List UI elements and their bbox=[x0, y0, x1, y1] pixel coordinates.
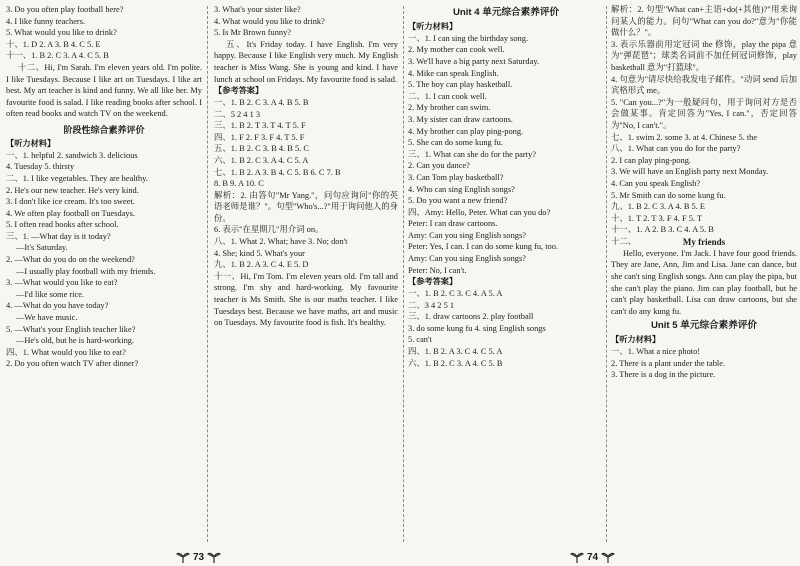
answers-header: 【参考答案】 bbox=[408, 277, 458, 287]
text-line: 四、1. What would you like to eat? bbox=[6, 347, 126, 357]
text-line: 3. We'll have a big party next Saturday. bbox=[408, 56, 540, 66]
sprout-icon bbox=[207, 551, 221, 563]
text-line: 二、1. I like vegetables. They are healthy. bbox=[6, 173, 148, 183]
column-1 bbox=[6, 4, 202, 548]
col4-analysis-4: 5. "Can you...?"为一般疑问句，用于询问对方是否会做某事。肯定回答为"Yes, I can."，否定回答为"No, I can't."。 bbox=[611, 97, 797, 130]
answers-header: 【参考答案】 bbox=[214, 86, 264, 96]
text-line: 5. The boy can play basketball. bbox=[408, 80, 513, 90]
text-line: 8. B 9. A 10. C bbox=[214, 179, 264, 189]
listening-header: 【听力材料】 bbox=[6, 138, 56, 148]
text-line: 4. Who can sing English songs? bbox=[408, 184, 515, 194]
text-line: 八、1. What can you do for the party? bbox=[611, 144, 741, 154]
text-line: 一、1. What a nice photo! bbox=[611, 347, 701, 357]
col2-lines-b bbox=[214, 97, 398, 190]
col4-lines-a bbox=[611, 132, 797, 236]
text-line: 3. do some kung fu 4. sing English songs bbox=[408, 323, 546, 333]
text-line: 5. She can do some kung fu. bbox=[408, 138, 503, 148]
text-line: —He's old, but he is hard-working. bbox=[16, 336, 135, 346]
col2-friday-passage: 五、It's Friday today. I have English. I'm very happy. Because I like English very much. My English teacher is Miss Wang. She is young and kind. I have lunch at school on Fridays. My favourite food is salad. bbox=[214, 39, 398, 84]
text-line: 4. Tuesday 5. thirsty bbox=[6, 162, 75, 172]
col4-analysis-1: 解析：2. 句型"What can+主语+do(+其他)?"用来询问某人的能力。问句"What can you do?"意为"你能做什么？"。 bbox=[611, 5, 797, 38]
col2-analysis: 解析：2. 由答句"Mr Yang."，问句应询问"你的英语老师是谁？"。句型"Who's...?"用于询问他人的身份。 bbox=[214, 190, 398, 223]
text-line: 八、1. What 2. What; have 3. No; don't bbox=[214, 237, 348, 247]
col4-lines-b bbox=[611, 346, 797, 381]
text-line: 3. We will have an English party next Monday. bbox=[611, 167, 769, 177]
text-line: 5. What would you like to drink? bbox=[6, 28, 117, 38]
text-line: 3. —What would you like to eat? bbox=[6, 278, 118, 288]
text-line: 4. Can you speak English? bbox=[611, 178, 701, 188]
text-line: 二、5 2 4 1 3 bbox=[214, 109, 261, 119]
essay-title bbox=[611, 236, 797, 248]
listening-header: 【听力材料】 bbox=[408, 22, 458, 31]
text-line: 一、1. B 2. C 3. C 4. A 5. A bbox=[408, 289, 503, 299]
text-line: 十一、1. A 2. B 3. C 4. A 5. B bbox=[611, 225, 714, 235]
text-line: 四、1. F 2. F 3. F 4. T 5. F bbox=[214, 132, 305, 142]
unit5-title: Unit 5 单元综合素养评价 bbox=[650, 320, 758, 332]
text-line: 十一、1. B 2. C 3. A 4. C 5. B bbox=[6, 51, 109, 61]
text-line: 4. I like funny teachers. bbox=[6, 16, 86, 26]
text-line: 3. My sister can draw cartoons. bbox=[408, 114, 513, 124]
text-line: Peter: I can draw cartoons. bbox=[408, 219, 498, 229]
text-line: 六、1. B 2. C 3. A 4. C 5. B bbox=[408, 358, 503, 368]
text-line: 4. What would you like to drink? bbox=[214, 16, 325, 26]
text-line: 4. —What do you have today? bbox=[6, 301, 109, 311]
col2-lines-c bbox=[214, 236, 398, 271]
text-line: 2. Can you dance? bbox=[408, 161, 470, 171]
text-line: 5. Mr Smith can do some kung fu. bbox=[611, 190, 726, 200]
unit4-title: Unit 4 单元综合素养评价 bbox=[452, 7, 560, 18]
essay-heading: My friends bbox=[682, 236, 726, 247]
page-number-right bbox=[570, 550, 615, 564]
text-line: 二、3 4 2 5 1 bbox=[408, 300, 455, 310]
text-line: 九、1. B 2. C 3. A 4. B 5. E bbox=[611, 202, 705, 212]
text-line: 二、1. I can cook well. bbox=[408, 91, 487, 101]
page-number: 73 bbox=[193, 551, 205, 563]
text-line: 七、1. B 2. A 3. B 4. C 5. B 6. C 7. B bbox=[214, 167, 341, 177]
text-line: 十、1. D 2. A 3. B 4. C 5. E bbox=[6, 39, 101, 49]
text-line: 三、1. What can she do for the party? bbox=[408, 149, 536, 159]
text-line: 2. He's our new teacher. He's very kind. bbox=[6, 185, 139, 195]
text-line: 七、1. swim 2. some 3. at 4. Chinese 5. the bbox=[611, 132, 758, 142]
text-line: 三、1. —What day is it today? bbox=[6, 231, 111, 241]
text-line: 一、1. helpful 2. sandwich 3. delicious bbox=[6, 150, 138, 160]
col2-essay-tom: 十一、Hi, I'm Tom. I'm eleven years old. I'm tall and strong. I'm shy and hard-working. My favourite teacher is Ms Smith. She is our maths teacher. I like Tuesdays best. Because we have maths, art and music on Tuesdays. My favourite food is fish. It's healthy. bbox=[214, 271, 398, 328]
page-number-left bbox=[176, 550, 221, 564]
text-line: 4. My brother can play ping-pong. bbox=[408, 126, 524, 136]
text-line: Peter: No, I can't. bbox=[408, 265, 467, 275]
col4-analysis-3: 4. 句意为"请尽快给我发电子邮件。"动词 send 后加宾格形式 me。 bbox=[611, 74, 797, 96]
col1-lines-b bbox=[6, 150, 202, 370]
text-line: 5. I often read books after school. bbox=[6, 220, 119, 230]
column-divider bbox=[207, 6, 208, 542]
col2-analysis-note: 6. 表示"在星期几"用介词 on。 bbox=[214, 225, 324, 235]
text-line: 四、Amy: Hello, Peter. What can you do? bbox=[408, 207, 551, 217]
text-line: 5. Is Mr Brown funny? bbox=[214, 28, 291, 38]
text-line: 2. There is a plant under the table. bbox=[611, 358, 726, 368]
text-line: —It's Saturday. bbox=[16, 243, 68, 253]
text-line: 5. can't bbox=[408, 335, 432, 345]
page-gutter bbox=[403, 6, 404, 542]
text-line: Peter: Yes, I can. I can do some kung fu, too. bbox=[408, 242, 559, 252]
text-line: 九、1. B 2. A 3. C 4. E 5. D bbox=[214, 260, 309, 270]
text-line: 2. My brother can swim. bbox=[408, 103, 491, 113]
col3-lines-b bbox=[408, 288, 604, 369]
text-line: 3. I don't like ice cream. It's too sweet. bbox=[6, 197, 135, 207]
text-line: 十、1. T 2. T 3. F 4. F 5. T bbox=[611, 213, 703, 223]
page-number: 74 bbox=[587, 551, 599, 563]
text-line: 3. What's your sister like? bbox=[214, 5, 301, 14]
text-line: 三、1. draw cartoons 2. play football bbox=[408, 312, 534, 322]
sprout-icon bbox=[176, 551, 190, 563]
col2-lines-a bbox=[214, 4, 398, 39]
column-3 bbox=[408, 4, 604, 548]
text-line: 三、1. B 2. T 3. T 4. T 5. F bbox=[214, 121, 306, 131]
text-line: 一、1. B 2. C 3. A 4. B 5. B bbox=[214, 97, 309, 107]
text-line: 一、1. I can sing the birthday song. bbox=[408, 33, 529, 43]
sprout-icon bbox=[601, 551, 615, 563]
text-line: 五、1. B 2. C 3. B 4. B 5. C bbox=[214, 144, 309, 154]
text-line: 2. —What do you do on the weekend? bbox=[6, 255, 135, 265]
text-line: 4. She; kind 5. What's your bbox=[214, 248, 305, 258]
text-line: 2. I can play ping-pong. bbox=[611, 155, 692, 165]
essay-label: 十二、 bbox=[611, 236, 637, 246]
text-line: 2. My mother can cook well. bbox=[408, 45, 505, 55]
text-line: 5. Do you want a new friend? bbox=[408, 196, 508, 206]
text-line: —I'd like some rice. bbox=[16, 289, 85, 299]
text-line: 3. Do you often play football here? bbox=[6, 5, 124, 14]
text-line: 5. —What's your English teacher like? bbox=[6, 324, 136, 334]
text-line: 3. There is a dog in the picture. bbox=[611, 370, 716, 380]
column-divider bbox=[606, 6, 607, 542]
text-line: 四、1. B 2. A 3. C 4. C 5. A bbox=[408, 347, 503, 357]
listening-header: 【听力材料】 bbox=[611, 335, 661, 345]
text-line: 4. Mike can speak English. bbox=[408, 68, 499, 78]
essay-my-friends: Hello, everyone. I'm Jack. I have four good friends. They are Jane, Ann, Jim and Lisa. Jane can dance, but she can't sing English songs. Ann can play the pipa, but she can't play the piano. Jim can play football, but he can't play basketball. Lisa can draw cartoons, but she can't do any kung fu. bbox=[611, 248, 797, 316]
text-line: 2. Do you often watch TV after dinner? bbox=[6, 359, 139, 369]
text-line: 4. We often play football on Tuesdays. bbox=[6, 208, 135, 218]
text-line: 六、1. B 2. C 3. A 4. C 5. A bbox=[214, 155, 309, 165]
text-line: 3. Can Tom play basketball? bbox=[408, 172, 504, 182]
col1-essay-sarah: 十二、Hi, I'm Sarah. I'm eleven years old. I'm polite. I like Tuesdays. Because I like art on Tuesdays. I like art best. My art teacher is kind and funny. We all like her. My favourite food is salad. I like reading books after school. I often read books and watch TV on the weekend. bbox=[6, 62, 202, 119]
section-title: 阶段性综合素养评价 bbox=[63, 124, 145, 135]
col3-lines-a bbox=[408, 33, 604, 276]
text-line: Amy: Can you sing English songs? bbox=[408, 254, 526, 264]
col1-lines-a bbox=[6, 4, 202, 62]
col4-analysis-2: 3. 表示乐器前用定冠词 the 修饰，play the pipa 意为"弹琵琶"；球类名词前不加任何冠词修饰，play basketball 意为"打篮球"。 bbox=[611, 39, 797, 72]
text-line: —We have music. bbox=[16, 313, 78, 323]
column-2 bbox=[214, 4, 398, 548]
text-line: Amy: Can you sing English songs? bbox=[408, 230, 526, 240]
sprout-icon bbox=[570, 551, 584, 563]
text-line: —I usually play football with my friends. bbox=[16, 266, 156, 276]
column-4 bbox=[611, 4, 797, 548]
